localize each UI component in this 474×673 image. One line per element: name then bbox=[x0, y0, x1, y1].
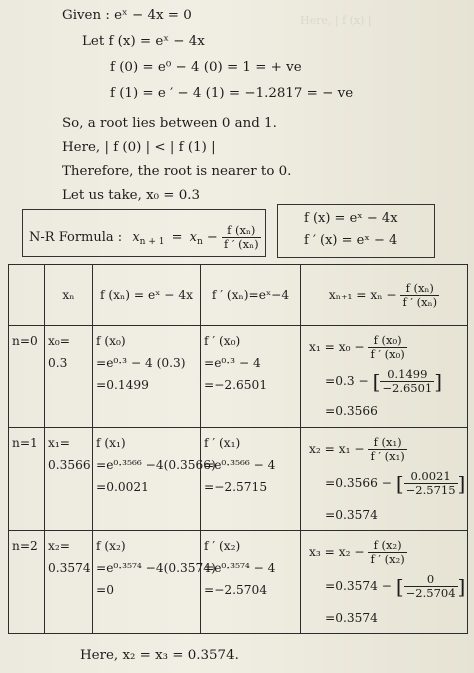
here-compare-line: Here, | f (0) | < | f (1) | bbox=[62, 140, 216, 155]
cell-fpx: f ′ (x₂) =e⁰·³⁵⁷⁴ − 4 =−2.5704 bbox=[201, 531, 301, 634]
nr-lhs: $x_{n + 1}$ bbox=[132, 230, 165, 247]
derivative-line-1: f (x) = eˣ − 4x bbox=[304, 211, 398, 226]
cell-n: n=2 bbox=[9, 531, 45, 634]
header-fxn: f (xₙ) = eˣ − 4x bbox=[93, 265, 201, 326]
cell-fpx: f ′ (x₁) =e⁰·³⁵⁶⁶ − 4 =−2.5715 bbox=[201, 428, 301, 531]
nr-formula-box bbox=[22, 209, 266, 257]
table-header-row bbox=[9, 265, 468, 326]
f1-line: f (1) = e ′ − 4 (1) = −1.2817 = − ve bbox=[110, 86, 354, 101]
cell-n: n=0 bbox=[9, 326, 45, 428]
header-next bbox=[301, 265, 468, 326]
cell-x: x₂= 0.3574 bbox=[45, 531, 93, 634]
cell-fx: f (x₀) =e⁰·³ − 4 (0.3) =0.1499 bbox=[93, 326, 201, 428]
nr-eq: = bbox=[171, 230, 183, 245]
let-f-line: Let f (x) = eˣ − 4x bbox=[82, 34, 205, 49]
nr-formula: N-R Formula : $x_{n + 1} = x_n$ − $\frac{\text{f (xₙ)}}{\text{f ′ (xₙ)}}$ bbox=[29, 223, 259, 251]
nr-xn: $x_n$ bbox=[189, 230, 203, 247]
table-row bbox=[9, 326, 468, 428]
nr-fraction bbox=[222, 224, 261, 251]
header-fpxn: f ′ (xₙ)=eˣ−4 bbox=[201, 265, 301, 326]
derivative-line-2: f ′ (x) = eˣ − 4 bbox=[304, 233, 398, 248]
cell-fx: f (x₁) =e⁰·³⁵⁶⁶ −4(0.3566) =0.0021 bbox=[93, 428, 201, 531]
f0-line: f (0) = e⁰ − 4 (0) = 1 = + ve bbox=[110, 60, 302, 75]
nr-frac-den: f ′ (xₙ) bbox=[223, 237, 259, 251]
cell-next: x₃ = x₂ − $\frac{\text{f (x₂)}}{\text{f ′ (x₂)}}$ =0.3574 − [ $\frac{0}{-2.5704}$ ] =0.3574 bbox=[301, 531, 468, 634]
bleed-through: Here, | f (x) | bbox=[300, 14, 372, 27]
let-take-line: Let us take, x₀ = 0.3 bbox=[62, 188, 201, 203]
cell-x: x₀= 0.3 bbox=[45, 326, 93, 428]
header-next-lhs: xₙ₊₁ = xₙ − bbox=[328, 287, 397, 302]
iteration-table bbox=[8, 264, 468, 634]
cell-fpx: f ′ (x₀) =e⁰·³ − 4 =−2.6501 bbox=[201, 326, 301, 428]
cell-n: n=1 bbox=[9, 428, 45, 531]
nr-frac-num: f (xₙ) bbox=[222, 224, 261, 238]
header-n bbox=[9, 265, 45, 326]
table-row bbox=[9, 428, 468, 531]
cell-fx: f (x₂) =e⁰·³⁵⁷⁴ −4(0.3574) =0 bbox=[93, 531, 201, 634]
header-next-fraction: $\frac{\text{f (xₙ)}}{\text{f ′ (xₙ)}}$ bbox=[402, 280, 438, 309]
header-xn: xₙ bbox=[45, 265, 93, 326]
final-line: Here, x₂ = x₃ = 0.3574. bbox=[80, 648, 239, 663]
cell-next: x₁ = x₀ − $\frac{\text{f (x₀)}}{\text{f ′ (x₀)}}$ =0.3 − [ $\frac{0.1499}{-2.6501}$ ] =0.3566 bbox=[301, 326, 468, 428]
cell-next: x₂ = x₁ − $\frac{\text{f (x₁)}}{\text{f ′ (x₁)}}$ =0.3566 − [ $\frac{0.0021}{-2.5715}$ ] =0.3574 bbox=[301, 428, 468, 531]
therefore-line: Therefore, the root is nearer to 0. bbox=[62, 164, 292, 179]
given-line: Given : eˣ − 4x = 0 bbox=[62, 8, 192, 23]
derivative-box bbox=[277, 204, 435, 258]
table-row bbox=[9, 531, 468, 634]
nr-label: N-R Formula : bbox=[29, 230, 123, 245]
root-between-line: So, a root lies between 0 and 1. bbox=[62, 116, 277, 131]
cell-x: x₁= 0.3566 bbox=[45, 428, 93, 531]
